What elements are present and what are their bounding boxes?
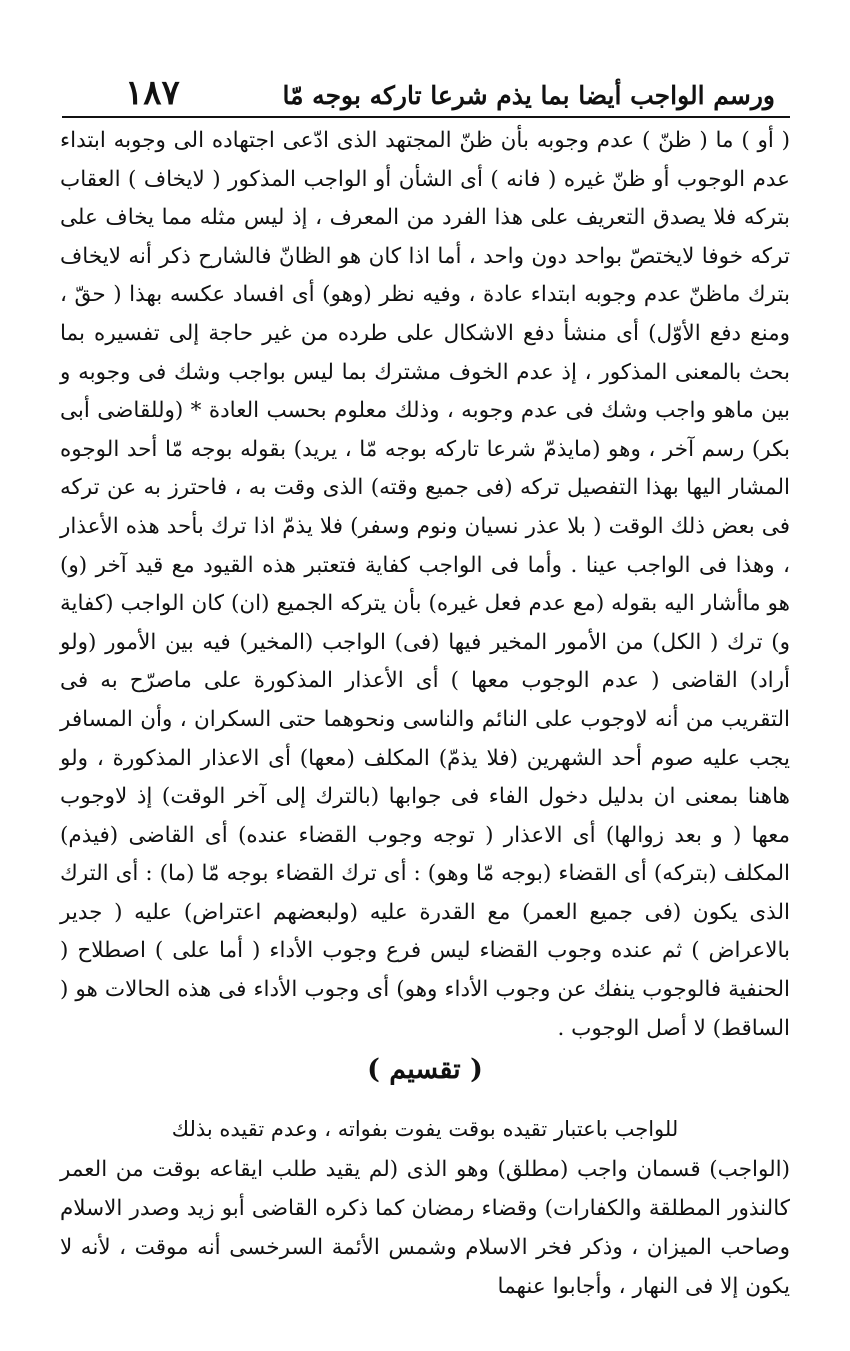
secondary-text-block (60, 1150, 790, 1306)
paragraph-2: (الواجب) قسمان واجب (مطلق) وهو الذى (لم يقيد طلب ايقاعه بوقت من العمر كالنذور المطلقة والكفارات) وقضاء رمضان كما ذكره القاضى أبو زيد وصدر الاسلام وصاحب الميزان ، وذكر فخر الاسلام وشمس الأئمة السرخسى أنه موقت ، لأنه لا يكون إلا فى النهار ، وأجابوا عنهما (60, 1157, 790, 1299)
running-title: ورسم الواجب أيضا بما يذم شرعا تاركه بوجه مّا (282, 81, 775, 110)
page-number: ١٨٧ (125, 73, 180, 113)
paragraph-1: ( أو ) ما ( ظنّ ) عدم وجوبه بأن ظنّ المجتهد الذى ادّعى اجتهاده الى وجوبه ابتداء عدم الوجوب أو ظنّ غيره ( فانه ) أى الشأن أو الواجب المذكور ( لايخاف ) العقاب بتركه فلا يصدق التعريف على هذا الفرد من المعرف ، إذ ليس مثله مما يخاف على تركه خوفا لايختصّ بواحد دون واحد ، أما اذا كان هو الظانّ فالشارح ذكر أنه لايخاف بترك ماظنّ عدم وجوبه ابتداء عادة ، وفيه نظر (وهو) أى افساد عكسه بهذا ( حقّ ، ومنع دفع الأوّل) أى منشأ دفع الاشكال على طرده من غير حاجة إلى تفسيره بما بحث بالمعنى المذكور ، إذ عدم الخوف مشترك بما ليس بواجب وشك فى وجوبه و بين ماهو واجب وشك فى عدم وجوبه ، وذلك معلوم بحسب العادة * (وللقاضى أبى بكر) رسم آخر ، وهو (مايذمّ شرعا تاركه بوجه مّا ، يريد) بقوله بوجه مّا أحد الوجوه المشار اليها بهذا التفصيل تركه (فى جميع وقته) الذى وقت به ، فاحترز به عن تركه فى بعض ذلك الوقت ( بلا عذر نسيان ونوم وسفر) فلا يذمّ اذا ترك بأحد هذه الأعذار ، وهذا فى الواجب عينا . وأما فى الواجب كفاية فتعتبر هذه القيود مع قيد آخر (و) هو ماأشار اليه بقوله (مع عدم فعل غيره) بأن يتركه الجميع (ان) كان الواجب (كفاية و) ترك ( الكل) من الأمور المخير فيها (فى) الواجب (المخير) فيه بين الأمور (ولو أراد) القاضى ( عدم الوجوب معها ) أى الأعذار المذكورة على ماصرّح به فى التقريب من أنه لاوجوب على النائم والناسى ونحوهما حتى السكران ، وأن المسافر يجب عليه صوم أحد الشهرين (فلا يذمّ) المكلف (معها) أى الاعذار المذكورة ، ولو هاهنا بمعنى ان بدليل دخول الفاء فى جوابها (بالترك إلى آخر الوقت) إذ لاوجوب معها ( و بعد زوالها) أى الاعذار ( توجه وجوب القضاء عنده) أى القاضى (فيذم) المكلف (بتركه) أى القضاء (بوجه مّا وهو) : أى ترك القضاء بوجه مّا (ما) : أى الترك الذى يكون (فى جميع العمر) مع القدرة عليه (ولبعضهم اعتراض) عليه ( جدير بالاعراض ) ثم عنده وجوب القضاء ليس فرع وجوب الأداء ( أما على ) اصطلاح ( الحنفية فالوجوب ينفك عن وجوب الأداء وهو) أى وجوب الأداء فى هذه الحالات هو ( الساقط) لا أصل الوجوب . (60, 128, 790, 1041)
section-subheading: للواجب باعتبار تقيده بوقت يفوت بفواته ، وعدم تقيده بذلك (171, 1117, 679, 1141)
header-rule (62, 116, 790, 118)
running-header (125, 70, 775, 113)
section-heading: ( تقسيم ) (367, 1054, 483, 1085)
main-text-block (60, 122, 790, 1048)
